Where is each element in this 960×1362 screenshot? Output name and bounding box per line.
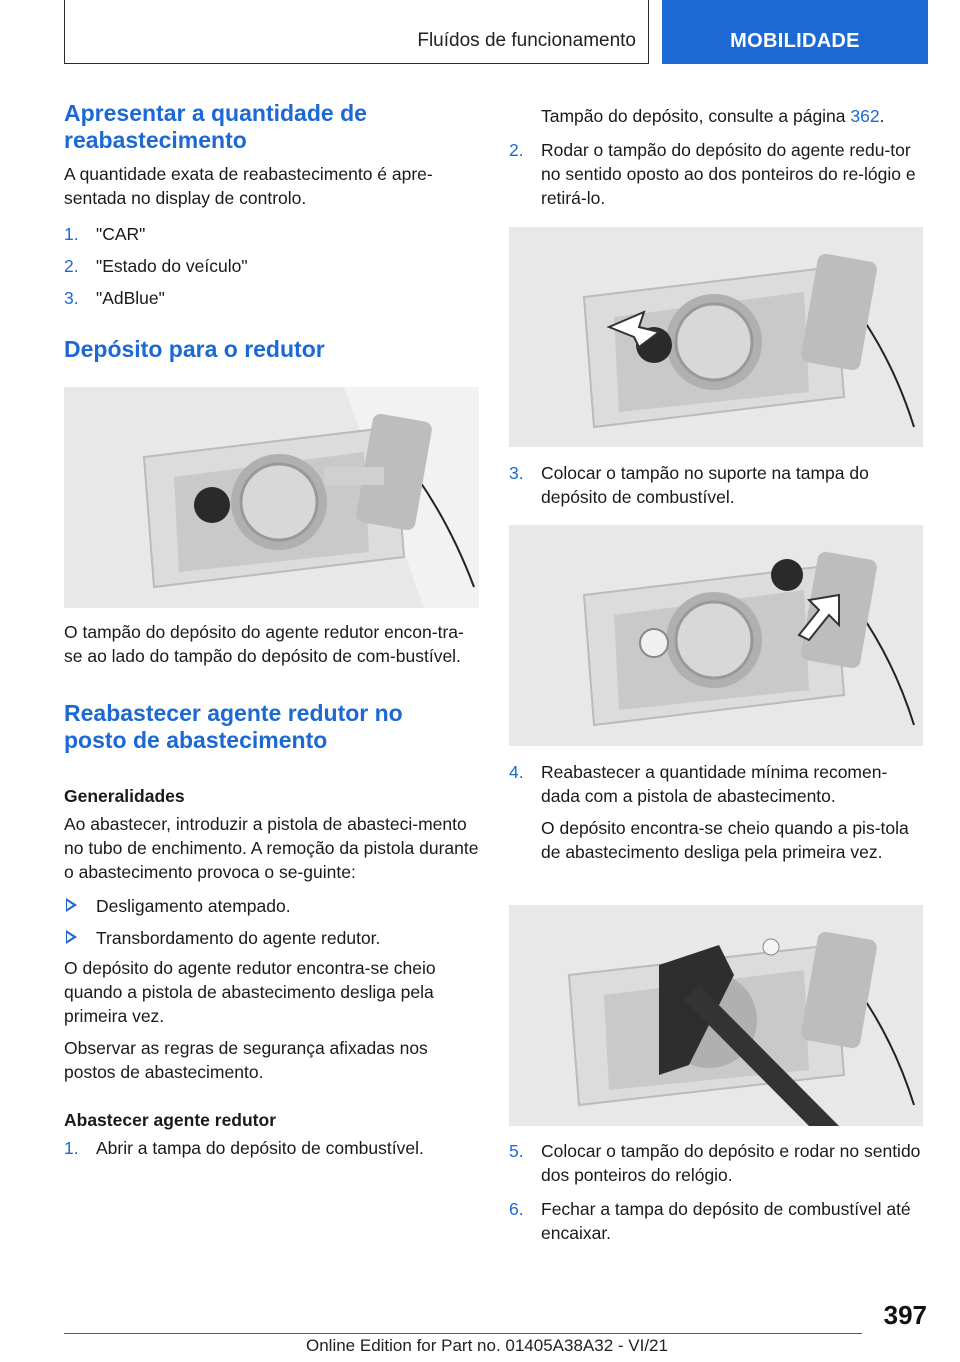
right-column [509, 100, 924, 210]
step-item: 1. Abrir a tampa do depósito de combustível. [64, 1138, 424, 1158]
left-column-lower [64, 620, 479, 1160]
heading-refuel-reducer: Reabastecer agente redutor no posto de abastecimento [64, 700, 403, 753]
step-item: 6. Fechar a tampa do depósito de combustível até encaixar. [509, 1199, 911, 1243]
list-item: 3. "AdBlue" [64, 288, 165, 308]
chapter-tab[interactable] [662, 0, 928, 64]
cap-holder-photo [509, 525, 923, 746]
paragraph-tank-full: O depósito do agente redutor encontra-se cheio quando a pistola de abastecimento desliga pela primeira vez. [64, 958, 436, 1026]
step-item: 2. Rodar o tampão do depósito do agente redu-tor no sentido oposto ao dos ponteiros do re-lógio e retirá-lo. [509, 140, 916, 208]
chapter-title: MOBILIDADE [730, 30, 860, 52]
page-header [64, 0, 928, 64]
page-link[interactable]: 362 [850, 106, 880, 126]
paragraph-general: Ao abastecer, introduzir a pistola de abasteci-mento no tubo de enchimento. A remoção da pistola durante o abastecimento provoca o se-guinte: [64, 814, 479, 882]
subheading-refuel: Abastecer agente redutor [64, 1110, 277, 1130]
triangle-bullet-icon [66, 898, 77, 912]
caption-reducer-tank: O tampão do depósito do agente redutor encon-tra-se ao lado do tampão do depósito de com-bustível. [64, 622, 464, 666]
list-item: 2. "Estado do veículo" [64, 256, 248, 276]
paragraph-refill-quantity: A quantidade exata de reabastecimento é apre-sentada no display de controlo. [64, 164, 433, 208]
reducer-tank-photo [64, 387, 479, 608]
heading-reducer-tank: Depósito para o redutor [64, 336, 325, 362]
left-column [64, 100, 479, 363]
right-column-step3 [509, 461, 924, 509]
section-tab [64, 0, 649, 64]
page-number: 397 [883, 1300, 927, 1330]
right-column-step4 [509, 760, 924, 864]
remove-cap-photo [509, 227, 923, 447]
footer-text: Online Edition for Part no. 01405A38A32 - VI/21 [306, 1336, 668, 1355]
step-item: 4. Reabastecer a quantidade mínima recomen-dada com a pistola de abastecimento. [509, 762, 888, 806]
subheading-general: Generalidades [64, 786, 185, 806]
cap-holder-illustration [509, 525, 923, 746]
right-column-step5 [509, 1139, 924, 1245]
section-title: Fluídos de funcionamento [417, 30, 636, 51]
list-item: 1. "CAR" [64, 224, 146, 244]
nozzle-illustration [509, 905, 923, 1126]
step-item: 5. Colocar o tampão do depósito e rodar no sentido dos ponteiros do relógio. [509, 1141, 921, 1185]
step-continuation: Tampão do depósito, consulte a página 362. [541, 106, 885, 126]
triangle-bullet-icon [66, 930, 77, 944]
fuel-flap-illustration [64, 387, 479, 608]
step-item: 3. Colocar o tampão no suporte na tampa do depósito de combustível. [509, 463, 869, 507]
refuel-nozzle-photo [509, 905, 923, 1126]
footer-divider [64, 1333, 862, 1334]
step-note: O depósito encontra-se cheio quando a pis-tola de abastecimento desliga pela primeira vez. [541, 818, 909, 862]
bullet-item: Transbordamento do agente redutor. [64, 926, 479, 950]
paragraph-safety: Observar as regras de segurança afixadas nos postos de abastecimento. [64, 1038, 428, 1082]
remove-cap-illustration [509, 227, 923, 447]
heading-refill-quantity: Apresentar a quantidade de reabastecimento [64, 100, 367, 153]
bullet-item: Desligamento atempado. [64, 894, 479, 918]
